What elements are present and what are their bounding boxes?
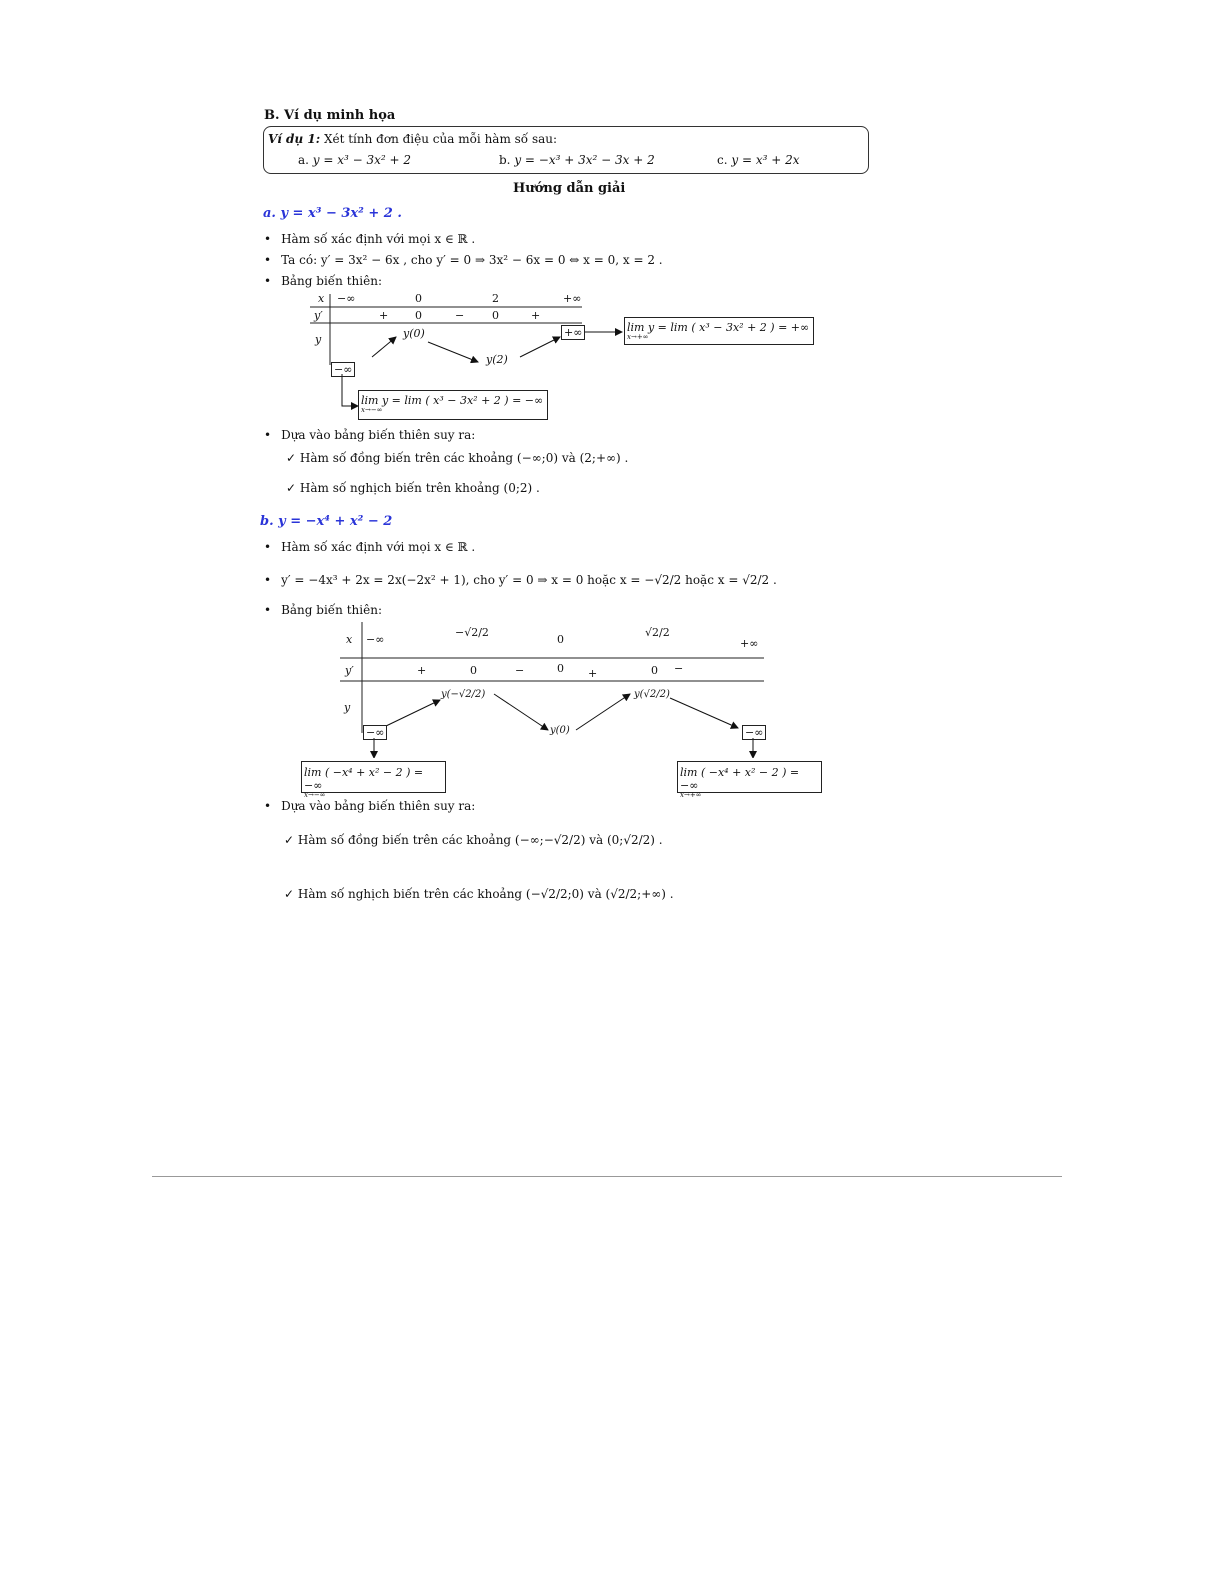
part-b-check-1 xyxy=(284,833,663,847)
table-b-yp-1: + xyxy=(417,664,427,677)
table-b-y-min: y(0) xyxy=(550,725,570,736)
table-b-x-3: 0 xyxy=(557,633,564,646)
table-a-y-label: y xyxy=(315,333,322,346)
limit-b-right-text: lim ( −x⁴ + x² − 2 ) = −∞ xyxy=(680,766,800,792)
example-title: Ví dụ 1: xyxy=(268,132,321,146)
table-a-yp-5: + xyxy=(531,309,541,322)
limit-box-b-left xyxy=(301,761,446,799)
example-prompt: Xét tính đơn điệu của mỗi hàm số sau: xyxy=(323,132,558,146)
table-a-y-min: y(2) xyxy=(486,353,508,366)
part-b-bullet-3: • Bảng biến thiên: xyxy=(264,603,382,617)
limit-box-a-right xyxy=(624,317,814,345)
table-b-yp-4: 0 xyxy=(557,662,564,675)
part-b-conclusion: • Dựa vào bảng biến thiên suy ra: xyxy=(264,799,475,813)
limit-b-left-text: lim ( −x⁴ + x² − 2 ) = −∞ xyxy=(304,766,424,792)
part-a-bullet-1: • Hàm số xác định với mọi x ∈ ℝ . xyxy=(264,232,475,246)
limit-box-b-right xyxy=(677,761,822,799)
table-a-y-left: −∞ xyxy=(331,362,355,377)
table-a-x-2: 0 xyxy=(415,292,422,305)
table-a-yp-1: + xyxy=(379,309,389,322)
table-a-yp-4: 0 xyxy=(492,309,499,322)
part-b-bullet-2: • y′ = −4x³ + 2x = 2x(−2x² + 1), cho y′ = 0 ⇒ x = 0 hoặc x = −√2/2 hoặc x = √2/2 . xyxy=(264,573,777,587)
check-icon: ✓ xyxy=(286,481,297,495)
example-item-b-expr: y = −x³ + 3x² − 3x + 2 xyxy=(514,153,655,167)
table-b-yp-3: − xyxy=(515,664,525,677)
part-a-heading: a. y = x³ − 3x² + 2 . xyxy=(263,206,402,221)
part-a-check-1 xyxy=(286,451,628,465)
part-b-bullet-1: • Hàm số xác định với mọi x ∈ ℝ . xyxy=(264,540,475,554)
table-b-y-left: −∞ xyxy=(363,725,387,740)
example-box xyxy=(263,126,869,174)
example-item-b-label: b. xyxy=(499,153,511,167)
table-a-x-label: x xyxy=(318,292,325,305)
part-a-bullet-3: • Bảng biến thiên: xyxy=(264,274,382,288)
example-item-a-label: a. xyxy=(298,153,309,167)
section-heading: B. Ví dụ minh họa xyxy=(264,108,396,123)
example-item-b xyxy=(499,153,655,167)
limit-a-left-sub: x→−∞ xyxy=(361,406,383,414)
table-a-yp-label: y′ xyxy=(314,309,323,322)
table-b-yp-2: 0 xyxy=(470,664,477,677)
table-b-yp-5: + xyxy=(588,667,598,680)
example-item-a xyxy=(298,153,411,167)
check-icon: ✓ xyxy=(286,451,297,465)
part-b-heading: b. y = −x⁴ + x² − 2 xyxy=(260,514,393,529)
part-a-conclusion: • Dựa vào bảng biến thiên suy ra: xyxy=(264,428,475,442)
limit-b-left-sub: x→−∞ xyxy=(304,791,326,799)
part-a-bullet-2: • Ta có: y′ = 3x² − 6x , cho y′ = 0 ⇒ 3x² − 6x = 0 ⇔ x = 0, x = 2 . xyxy=(264,253,663,267)
table-a-y-right: +∞ xyxy=(561,325,585,340)
table-a-x-1: −∞ xyxy=(337,292,356,305)
table-b-yp-6: 0 xyxy=(651,664,658,677)
table-b-y-max2: y(√2/2) xyxy=(634,689,670,700)
limit-a-right-sub: x→+∞ xyxy=(627,333,649,341)
part-a-check-1-text: Hàm số đồng biến trên các khoảng (−∞;0) và (2;+∞) . xyxy=(299,451,629,465)
page-divider xyxy=(152,1176,1062,1177)
limit-a-right-text: lim y = lim ( x³ − 3x² + 2 ) = +∞ xyxy=(627,321,810,334)
table-b-x-2: −√2/2 xyxy=(455,626,489,639)
limit-box-a-left xyxy=(358,390,548,420)
limit-b-right-sub: x→+∞ xyxy=(680,791,702,799)
example-item-c-label: c. xyxy=(717,153,728,167)
example-prompt-line xyxy=(268,132,557,146)
example-item-c-expr: y = x³ + 2x xyxy=(731,153,800,167)
check-icon: ✓ xyxy=(284,887,295,901)
part-b-check-2 xyxy=(284,887,674,901)
table-a-x-3: 2 xyxy=(492,292,499,305)
part-a-check-2-text: Hàm số nghịch biến trên khoảng (0;2) . xyxy=(299,481,540,495)
solution-heading: Hướng dẫn giải xyxy=(513,181,626,196)
table-b-x-label: x xyxy=(346,633,353,646)
table-a-yp-3: − xyxy=(455,309,465,322)
table-b-x-4: √2/2 xyxy=(645,626,670,639)
table-b-y-max1: y(−√2/2) xyxy=(441,689,486,700)
part-b-check-2-text: Hàm số nghịch biến trên các khoảng (−√2/2;0) và (√2/2;+∞) . xyxy=(297,887,674,901)
limit-a-left-text: lim y = lim ( x³ − 3x² + 2 ) = −∞ xyxy=(361,394,544,407)
table-a-yp-2: 0 xyxy=(415,309,422,322)
table-b-y-label: y xyxy=(344,701,351,714)
check-icon: ✓ xyxy=(284,833,295,847)
table-b-x-1: −∞ xyxy=(366,633,385,646)
example-item-a-expr: y = x³ − 3x² + 2 xyxy=(312,153,412,167)
part-a-check-2 xyxy=(286,481,540,495)
table-a-y-max: y(0) xyxy=(403,327,425,340)
part-b-check-1-text: Hàm số đồng biến trên các khoảng (−∞;−√2/2) và (0;√2/2) . xyxy=(297,833,663,847)
table-a-x-4: +∞ xyxy=(563,292,582,305)
table-b-x-5: +∞ xyxy=(740,637,759,650)
table-b-y-right: −∞ xyxy=(742,725,766,740)
table-b-yp-7: − xyxy=(674,662,684,675)
example-item-c xyxy=(717,153,800,167)
table-b-yp-label: y′ xyxy=(345,664,354,677)
